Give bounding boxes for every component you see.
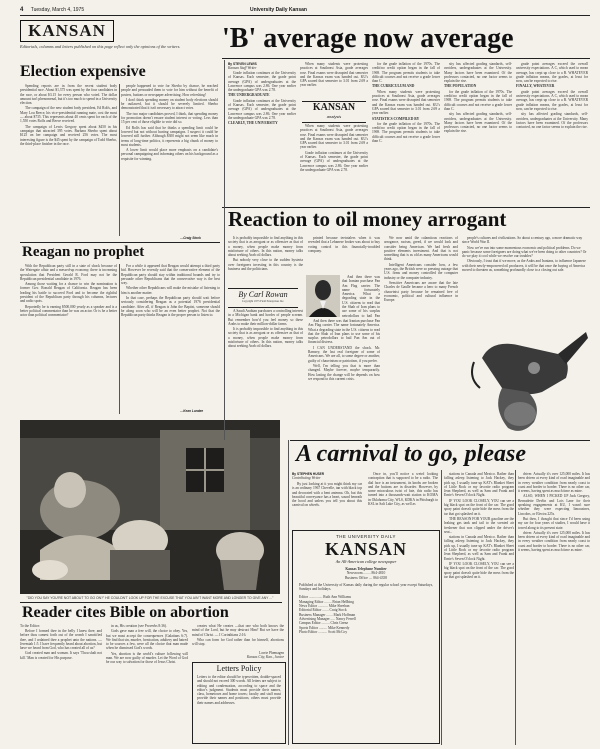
lead-paragraph: When many students were protesting practices at Southeast Asia, grade averages rose. Final exams were disrupted that semester and the Kansas exam was handed out. KU's GPA soared that semester to 3.01 from 2.69 a year earlier. — [300, 62, 368, 88]
carnival-paragraph: THE REASON FOR YOUR gasoline are the leaking gas tank and tail to the scented air freshener that was clipped under the driver's seat... — [444, 516, 514, 534]
carnival-paragraph: stations in Canada and Mexico. Rather than falling asleep listening to Jack Hackey, they pick up, I usually tune up KAT's Blanket Sheet of Little Rock or my favorite radio program Jean Shepherd, as well as Sam and Frank and Ernie's Seven O'clock Night. — [444, 535, 514, 561]
reader-paragraph: Yes, abortion is the world's culture following will man. We are now guilty of murder. Let the Word of God be our way to salvation for those of Jesus Christ. — [106, 651, 188, 665]
analysis-inset-logo: KANSAN — [312, 102, 356, 113]
reaction-paragraph: Now we've run into some momentous economic and political problems. Do we panic because some foreigners are doing what we've been doing to other countries? Or do we play it cool while we resolve our troubles? — [462, 245, 587, 259]
lead-paragraph: When many students were protesting practices at Southeast Asia, grade averages rose. Final exams were disrupted that semester and the Kansas exam was handed out. KU's GPA soared that semester to 3.01 from 2.69 a year earlier. — [372, 89, 440, 116]
reader-column-1 — [20, 629, 102, 741]
lead-column-5 — [516, 62, 588, 205]
cartoon-illustration — [20, 420, 280, 594]
portrait-silhouette-icon — [306, 275, 340, 317]
reader-column-2 — [106, 624, 188, 741]
carnival-column-3 — [444, 472, 514, 742]
reader-top-rule — [20, 602, 282, 603]
lead-byline: By STEVEN LEWIS — [228, 62, 257, 66]
reaction-paragraph: I CAN UNDERSTAND the shock. Mr. Ramsey, the last real foreigner of some of Americans. We are all, to some degree or another, guilty of chauvinism or patriotism, if you prefer. — [308, 345, 380, 363]
editorial-tagline: Editorials, columns and letters published on this page reflect only the opinions of the writers. — [20, 44, 181, 49]
reader-signature-1: Lorrie Phemagen — [259, 651, 284, 655]
analysis-inset — [302, 101, 366, 123]
reaction-paragraph: And then there was that Iranian purchase Pan Am Flag carrier. The name fortunately America. What a degrading state in the U.S. citizens to read that the Shah of Iran plans to use some of his surplus petrodollars to bail Pan Am out of financial distress. — [308, 319, 380, 345]
reagan-paragraph: Among those waiting for a chance to win the nomination is former Gov. Ronald Reagan of California. Reagan has been leading his battle to succeed Ford and to become the rightful president of the Republican party through his columns, lectures and radio spots. — [20, 282, 117, 304]
lead-column-4 — [444, 62, 512, 205]
election-paragraph: The campaign of the new student body president, Ed Rolfs, and Mary Lou Reece, his vice-presidential running mate, cost the most — about $735. This represents about 40 cents spent for each of the 1,550 votes Rolfs and Reece received. — [20, 106, 117, 124]
reaction-column-2c — [308, 319, 380, 437]
reagan-headline: Reagan no prophet — [22, 244, 145, 260]
reader-salutation: To the Editor: — [20, 624, 40, 628]
staff-box — [292, 530, 440, 744]
lead-paragraph: When many students were protesting practices at Southeast Asia, grade averages rose. Final exams were disrupted that semester and the Kansas exam was handed out. KU's GPA soared that semester to 3.01 from 2.69 a year earlier. — [300, 124, 368, 150]
staff-line: Kansas Telephone Number — [345, 567, 387, 571]
column-rule — [288, 440, 289, 745]
lead-paragraph: Grade inflation continues at the University of Kansas. Each semester, the grade point average (GPA) of undergraduates at the Lawrence campus was 2.86. One year earlier the undergraduate GPA was 2.78. — [300, 150, 368, 172]
reaction-column-2b — [342, 275, 380, 317]
paper-name: University Daily Kansan — [250, 7, 307, 13]
reaction-column-3 — [384, 236, 458, 436]
lead-paragraph: grade point averages exceed the overall university expectations. A C, which used to mean average, has crept up close to a B. WHATEVER grade inflation means, the grades, at least for now, can be expected to rise. — [516, 62, 588, 84]
column-rule — [224, 60, 225, 440]
lead-headline: 'B' average now average — [222, 23, 514, 54]
carnival-paragraph: driver. Actually it's over 125,000 miles. It has been driven at every kind of road imaginable and in every weather condition from nearly coast to coast and border to border. There is no other car, it seems, having spent as much time as mine. — [518, 472, 590, 494]
column-rule — [119, 84, 120, 236]
reaction-column-1b — [228, 309, 303, 437]
rowan-byline: By Carl Rowan — [238, 290, 288, 299]
cartoon-caption: "DID YOU SAY YOU'RE NOT ABOUT TO GO ON?" HE COULDN'T LOOK UP FOR THE EXCUSE THAT YOU AIN'T WANT MORE AND LONGER TO GIVE ANY ..." — [26, 596, 274, 600]
reader-paragraph: Who can form for God rather than for himself, abortions will stop. — [192, 637, 284, 647]
lead-column-3 — [372, 62, 440, 205]
election-paragraph: I don't think spending money on student body elections should be outlawed, but it should be severely limited. Sherbo demonstrated that it isn't necessary to attract votes. — [121, 97, 218, 111]
reader-paragraph: creates what He creates —that one who both knows the mind of the Lord, but he may destruct Him? But we have the mind of Christ. — I Corinthians 2:16. — [192, 624, 284, 637]
reaction-paragraph: But nobody very close to the sudden hysteria over foreigners investing in this country is the business and the politicians. — [228, 258, 303, 272]
staff-university: THE UNIVERSITY DAILY — [336, 534, 396, 539]
lead-column-1 — [228, 71, 296, 205]
lead-paragraph: Grade inflation continues at the University of Kansas. Each semester, the grade point average (GPA) of undergraduates at the Lawrence campus was 2.86. One year earlier the undergraduate GPA was 2.78. — [228, 71, 296, 93]
election-paragraph: people happened to vote for Sherbo by chance, he reached people and persuaded them to vote for him without the benefit of posters, buttons or newspaper advertising. How refreshing! — [121, 84, 218, 97]
issue-date: Tuesday, March 4, 1975 — [30, 7, 85, 13]
page-number: 4 — [20, 7, 24, 13]
column-rule — [515, 470, 516, 745]
lead-headline-rule — [222, 58, 590, 59]
lead-paragraph: sity has affected grading standards, self-avoiders, undergraduates at the University. Many factors have been examined. Of the professors contacted, no one factor seems to explain the rise. — [444, 112, 512, 134]
reagan-column-2 — [121, 264, 220, 408]
letters-policy-heading: Letters Policy — [216, 664, 262, 673]
rowan-signature — [228, 288, 298, 308]
carnival-paragraph: By just looking at it you might think my car is an ordinary 1967 Chevelle, tan with black top and decorated with a bent antenna. Oh, but this beautiful conveyance has a heart, sound beneath the hood and unless you tell you about this carnival on wheels. — [292, 482, 362, 508]
staff-line: News Editor ........... Mike Sheehan — [299, 604, 350, 609]
reaction-paragraph: Well, I'm telling you that is more than changed. Maybe forever, maybe temporarily. How lasting the change will be depends on how we respond to this current crisis. — [308, 363, 380, 381]
letters-policy-text: Letters to the editor should be typewritten, double-spaced and should not exceed 300 words. All letters are subject to editing and condensation, according to space and the editor's judgment. Students must provide their names, class, hometown and home towns; faculty and staff must provide their names and positions; others must provide their names and addresses. — [197, 675, 281, 705]
carnival-column-2 — [368, 472, 438, 528]
rowan-portrait — [306, 275, 340, 317]
carnival-paragraph: Once in, you'll notice a weird looking contraption that is supposed to be a radio. The dial face is an instrument, its knobs are broken and the buttons are in disorder. However, by some miraculous twist of fate, this radio has turned into a thousands-watt station to KOMA in Oklahoma City, WLS, KDKA in Pittsburgh to KSL in Salt Lake City, as well as — [368, 472, 438, 507]
carnival-paragraph: stations in Canada and Mexico. Rather than falling asleep listening to Jack Hackey, they pick up, I usually tune up KAT's Blanket Sheet of Little Rock or my favorite radio program Jean Shepherd, as well as Sam and Frank and Ernie's Seven O'clock Night. — [444, 472, 514, 498]
lead-paragraph: for the grade inflation of the 1970s. The credit/no credit option began in the fall of 1969. The program permits students to take difficult courses and not receive a grade lower than C. — [372, 62, 440, 84]
reagan-paragraph: Whether other Republicans will make the mistake of listening to him is another matter. — [121, 286, 220, 295]
staff-logo: KANSAN — [324, 539, 407, 559]
staff-line: Advertising Manager ..... Nancy Ferrell — [299, 616, 356, 621]
carnival-paragraph: ALSO, WHEN I PICKED UP Jack Gregory, Bernadette Devlin and Lois Lane for their speaking engagements at KU, I wasn't sure whether they were expecting limousines, Lincolns, or Electra 225s. — [518, 494, 590, 516]
staff-line: Published at the University of Kansas daily during the regular school year except Saturdays, Sundays and holidays. — [299, 582, 433, 592]
reaction-column-4 — [462, 236, 588, 316]
carnival-headline: A carnival to go, please — [296, 441, 526, 467]
reaction-paragraph: We now amid the calamitous reactions of arrogance, racism, greed, if we would look and consider being American. We had fresh and positive elements investment. And that is not something that is as old as many Americans would think. — [384, 236, 458, 262]
reagan-paragraph: In that case, perhaps the Republican party should wait before seriously considering Reagan as a potential 1976 presidential candidate. After all, if Reagan is John the Baptist, someone should be along soon who will be an even better prophet. Not that the Republican party thinks Reagan is the proper person to listen to. — [121, 296, 220, 318]
reagan-paragraph: With the Republican party still in a state of shock because of the Watergate affair and a messed-up economy, there is increasing speculation that President Gerald R. Ford may not be the Republican presidential candidate in 1976. — [20, 264, 117, 281]
lead-column-2 — [300, 62, 368, 100]
carnival-paragraph: IF YOU LOOK CLOSELY, YOU can see a big black spot on the front of the car. The good spray paint doesn't quite hide the mess from the tar that got splashed on it. — [444, 561, 514, 579]
lead-byline-title: Kansan Staff Writer — [228, 66, 257, 70]
reaction-paragraph: Sensitive Americans are aware that the late Charles de Gaulle became a hero to many French chauvinist party because he remained free of economic, political and cultural influence in Europe. — [384, 280, 458, 303]
reaction-paragraph: Obviously, I trust that if we move, as the Arabs and Iranians, to influence Japanese with their newly-empowered oil producers, it will be that once the buying of America moved to threaten us, something profoundly close to a closing out sale. — [462, 259, 586, 273]
reagan-signature: —Kean Lundee — [180, 409, 204, 413]
reagan-paragraph: Reportedly he is earning $500,000 yearly as a speaker and is a better political commentator than he was an actor. Or is he a better actor than political commentator? — [20, 304, 117, 318]
reaction-paragraph: It is probably impossible to find anything in this society that is as arrogant or as offensive as that of a money, when people make money from misfortune of others. In this nation, money talks about seeking Arab oil dollars. — [228, 327, 303, 349]
lead-subhead: STATISTICS COMPILED BY — [372, 116, 420, 121]
lead-paragraph: for the grade inflation of the 1970s. The credit/no credit option began in the fall of 1969. The program permits students to take difficult courses and not receive a grade lower than C. — [444, 89, 512, 111]
election-headline: Election expensive — [20, 63, 146, 80]
carnival-column-4 — [518, 472, 590, 742]
carnival-byline-title: Contributing Writer — [292, 476, 321, 480]
staff-tagline: An All-American college newspaper — [335, 559, 397, 564]
reaction-paragraph: Intelligent Americans consider how, a few years ago, the British were so pressing outrage that U.S. firms and money controlled the computer industry or the computer industry. — [384, 262, 458, 280]
reaction-paragraph: A Saudi Arabian purchases a controlling interest in a Michigan bank and hordes of people scream. But remember how'd you feel money so these Arabs to make their million-dollar farms. — [228, 309, 303, 326]
lead-subhead: FINALLY, WHATEVER — [516, 84, 555, 89]
cartoon-drawing — [20, 420, 280, 594]
reagan-paragraph: For a while it appeared that Reagan would attempt a third party bid. However he recently said that the conservative element of the Republican party should stay within traditional bounds and try to persuade other Republicans that the conservative way is the best way. — [121, 264, 220, 286]
lead-subhead: THE UNDERGRADUATE — [228, 93, 270, 98]
reader-headline: Reader cites Bible on abortion — [22, 604, 229, 621]
lead-paragraph: for the grade inflation of the 1970s. The credit/no credit option began in the fall of 1969. The program permits students to take difficult courses and not receive a grade lower than C. — [372, 121, 440, 144]
election-signature: —Craig Stock — [180, 236, 201, 240]
carnival-byline: By STEPHEN HUSER — [292, 472, 325, 476]
election-column-1 — [20, 84, 117, 236]
carnival-rule — [290, 440, 590, 441]
reaction-headline: Reaction to oil money arrogant — [228, 207, 507, 231]
lead-paragraph: sity has affected grading standards, self-avoiders, undergraduates at the University. Many factors have been examined. Of the professors contacted, no one factor seems to explain the rise. — [444, 62, 512, 84]
analysis-inset-label: analysis — [326, 114, 342, 119]
oil-can-illustration — [462, 318, 590, 438]
staff-line: Managing Editor ........ Brian Hellbing — [299, 599, 354, 604]
editorial-logo-box — [20, 20, 220, 64]
column-rule — [441, 470, 442, 745]
lead-subhead: THE POPULATION — [444, 84, 477, 89]
reader-paragraph: Gods gave man a free will, the choice to obey. Yes, but we must accept the consequences (Galatians 6:7). We find that sin, murder, fornication, adultery and hatred to be sources a few, were all the choice that man made when he dismissed God's words. — [106, 629, 188, 651]
staff-line: Business Office .... 864-4358 — [345, 575, 387, 580]
reader-paragraph: Before I formed thee in the belly I knew thee; and before thou camest forth out of the womb I sanctified thee, and I ordained thee a prophet unto the nations. — Jeremiah 1:5. I have frequently heard about abortion, but have we heard from God, who has created all of us? — [20, 629, 102, 651]
lead-paragraph: Grade inflation continues at the University of Kansas. Each semester, the grade point average (GPA) of undergraduates at the Lawrence campus was 2.86. One year earlier the undergraduate GPA was 2.78. — [228, 98, 296, 120]
reader-column-3 — [192, 624, 284, 654]
lead-subhead: THE CURRICULUM AND — [372, 84, 415, 89]
reaction-paragraph: And then there was that Iranian purchase Pan Am Flag carrier. The name fortunately America. What a degrading state in the U.S. citizens to read that the Shah of Iran plans to use some of his surplus petrodollars to bail Pan — [342, 275, 380, 317]
lead-column-2b — [300, 124, 368, 205]
election-paragraph: The two major candidates proved, I think, that spending money for promotion doesn't ensure student interest or voting. Less than 15 per cent of those eligible to vote did so. — [121, 111, 218, 125]
election-paragraph: Spending reports are in from the recent student body presidential race. About $1,375 was spent by the four candidates in the race, or about $3.15 for every person who voted. The dollar amount isn't phenomenal, but it's too much to spend in a University election. — [20, 84, 117, 106]
carnival-column-1 — [292, 482, 362, 528]
election-paragraph: Ed Rolfs has said that he thinks a spending limit could be lowered but not without hurting campaigns. I suspect it could be lowered still further. Although $300 might not seem like much in terms of long-time politics, it represents a big chunk of money to most students. — [121, 125, 218, 147]
staff-line: Editorial Editor ....... Craig Stock — [299, 608, 347, 613]
top-rule — [20, 15, 590, 16]
staff-line: Photo Editor .......... Scott McCoy — [299, 629, 348, 634]
reagan-top-rule — [20, 242, 220, 243]
folio-line — [20, 6, 580, 14]
election-column-2 — [121, 84, 218, 236]
carnival-paragraph: IF YOU LOOK CLOSELY, YOU can see a big black spot on the front of the car. The good spray paint doesn't quite hide the mess from the tar that got splashed on it. — [444, 498, 514, 516]
staff-line: Sports Editor ......... Mike Kennedy — [299, 625, 350, 630]
reaction-paragraph: It is probably impossible to find anything in this society that is as arrogant or as offensive as that of a money, when people make money from misfortune of others. In this nation, money talks about seeking Arab oil dollars. — [228, 236, 303, 258]
staff-line: Business Manager ....... Mark Hoffman — [299, 612, 356, 617]
reaction-column-2 — [308, 236, 380, 274]
election-paragraph: A lower limit would place more emphasis on a candidate's personal campaigning and informing others on his background as a requisite for winning. — [121, 148, 218, 161]
reader-signature-2: Kansas City, Kan., Junior — [246, 655, 284, 659]
kansan-logo: KANSAN — [20, 20, 114, 42]
staff-line: Editor ............... Ruth Ann Williams — [299, 595, 351, 600]
staff-line: Campus Editor ......... Chris Grenz — [299, 621, 349, 626]
lead-subhead: CLEARLY, THE UNIVERSITY — [228, 121, 278, 126]
carnival-paragraph: driver. Actually it's over 125,000 miles. It has been driven at every kind of road imaginable and in every weather condition from nearly coast to coast and border to border. There is no other car, it seems, having spent as much time as mine. — [518, 530, 590, 553]
carnival-paragraph: But then, I thought that since I'd been using my car for four years of studies, I would have it towed along to its present state. — [518, 516, 590, 530]
reader-paragraph: in us, His creation (see Proverbs 8:36). — [111, 624, 167, 628]
column-rule — [119, 264, 120, 414]
election-paragraph: The campaign of Lewis Gregory spent about $450 in his campaign that attracted 395 votes. Barbara Sherbo spent about $125 on her campaign and received 256 votes. The most interesting figure is the $45 spent by the campaign of Todd Sherbo, the third-place finisher in the race. — [20, 124, 117, 146]
staff-listing — [293, 567, 439, 737]
letters-policy-box — [192, 662, 286, 744]
reaction-paragraph: people's cultures and civilizations. So about a century ago, a more dramatic way since World War II. — [462, 236, 583, 245]
staff-line: Newsroom ........ 864-4810 — [346, 571, 386, 576]
reagan-column-1 — [20, 264, 117, 414]
lead-paragraph: grade point averages exceed the overall university expectations. A C, which used to mean average, has crept up close to a B. WHATEVER grade inflation means, the grades, at least for now, can be expected to rise. — [516, 89, 588, 111]
lead-paragraph: sity has affected grading standards, self-avoiders, undergraduates at the University. Many factors have been examined. Of the professors contacted, no one factor seems to explain the rise. — [516, 112, 588, 130]
reaction-paragraph: printed because teetotalers when it was revealed that a Lebanese broker was about to buy voting control in this financially-troubled company. — [308, 236, 380, 253]
rowan-syndicate: Copyright 1975 Field Enterprises Inc. — [241, 300, 285, 303]
reader-paragraph: God created man and woman. It says 'Thou shalt not kill.' Man is created for His purpose. — [20, 651, 102, 660]
